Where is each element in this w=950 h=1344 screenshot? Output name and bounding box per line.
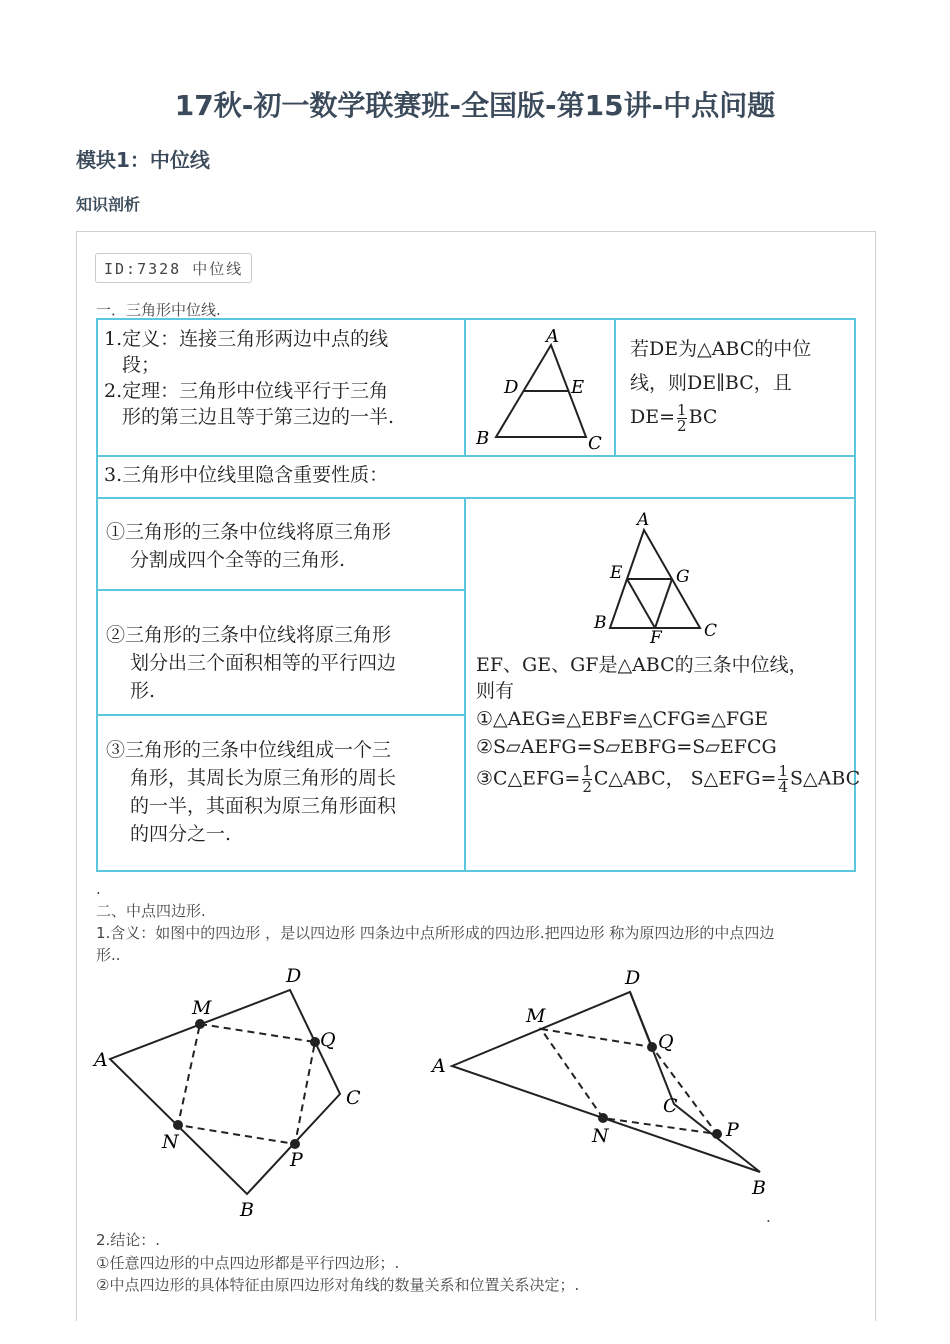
midline-gf xyxy=(655,579,672,628)
label-a: A xyxy=(94,1049,108,1071)
property-line: 划分出三个面积相等的平行四边 xyxy=(130,652,397,674)
three-midlines-figure xyxy=(578,510,748,645)
point-n xyxy=(598,1113,608,1123)
point-n xyxy=(173,1120,183,1130)
label-d: D xyxy=(625,967,641,989)
result-line: EF、GE、GF是△ABC的三条中位线， xyxy=(476,654,808,676)
formula-text: DE= xyxy=(630,406,676,428)
formula-text: S△ABC xyxy=(789,767,861,790)
divider xyxy=(464,497,466,870)
property-heading: 3.三角形中位线里隐含重要性质： xyxy=(104,464,389,486)
numerator: 1 xyxy=(778,762,788,780)
label-b: B xyxy=(594,613,607,633)
dot: . xyxy=(96,880,101,898)
denominator: 2 xyxy=(582,778,592,796)
label-q: Q xyxy=(320,1029,336,1051)
label-d: D xyxy=(504,377,519,398)
label-c: C xyxy=(704,621,718,641)
property-3 xyxy=(106,736,458,848)
condition-formula xyxy=(630,400,850,434)
point-m xyxy=(195,1019,205,1029)
divider xyxy=(98,589,464,591)
label-e: E xyxy=(571,377,585,398)
dot: . xyxy=(766,1208,771,1226)
midline-results xyxy=(476,652,861,796)
conclusion-2: ②中点四边形的具体特征由原四边形对角线的数量关系和位置关系决定；. xyxy=(96,1276,580,1294)
conclusion-heading: 2.结论：. xyxy=(96,1231,161,1249)
divider xyxy=(98,714,464,716)
result-perimeter-area xyxy=(476,762,861,796)
theorem-line: 形的第三边且等于第三边的一半. xyxy=(122,406,395,428)
midline-table xyxy=(96,318,861,872)
label-m: M xyxy=(526,1005,546,1027)
definition-line: 段； xyxy=(122,354,161,376)
point-p xyxy=(290,1139,300,1149)
property-1 xyxy=(106,518,458,574)
formula-text: ③C△EFG= xyxy=(476,767,581,790)
result-area: ②S▱AEFG=S▱EBFG=S▱EFCG xyxy=(476,736,777,758)
property-line: 分割成四个全等的三角形. xyxy=(130,549,346,571)
edge-dq xyxy=(630,992,652,1047)
midpoint-quadrilateral-figures xyxy=(90,962,790,1222)
label-n: N xyxy=(592,1125,609,1147)
property-line: ③三角形的三条中位线组成一个三 xyxy=(106,739,392,761)
part2-heading: 二、中点四边形. xyxy=(96,902,206,920)
result-congruence: ①△AEG≌△EBF≌△CFG≌△FGE xyxy=(476,708,769,730)
property-line: 的四分之一. xyxy=(130,823,232,845)
page-title: 17秋-初一数学联赛班-全国版-第15讲-中点问题 xyxy=(174,89,776,122)
point-p xyxy=(712,1129,722,1139)
numerator: 1 xyxy=(582,762,592,780)
label-g: G xyxy=(676,567,690,587)
property-line: 形. xyxy=(130,680,156,702)
divider xyxy=(98,497,854,499)
denominator: 2 xyxy=(677,416,687,435)
label-e: E xyxy=(610,563,623,583)
label-f: F xyxy=(650,628,662,645)
formula-text: C△ABC， S△EFG= xyxy=(593,767,777,790)
label-b: B xyxy=(476,428,490,449)
part1-heading: 一．三角形中位线. xyxy=(96,301,221,319)
label-c: C xyxy=(346,1087,361,1109)
point-q xyxy=(310,1037,320,1047)
definition-line: 1.定义：连接三角形两边中点的线 xyxy=(104,328,389,350)
label-m: M xyxy=(192,997,212,1019)
property-line: ②三角形的三条中位线将原三角形 xyxy=(106,624,392,646)
divider xyxy=(98,455,854,457)
formula-text: BC xyxy=(688,406,718,428)
label-b: B xyxy=(240,1199,254,1221)
fraction-half xyxy=(677,400,687,435)
part2-definition xyxy=(96,922,856,966)
label-a: A xyxy=(637,510,650,530)
fraction-half xyxy=(582,764,592,795)
definition-line: 形.. xyxy=(96,946,121,964)
denominator: 4 xyxy=(778,778,788,796)
property-line: 的一半，其面积为原三角形面积 xyxy=(130,795,397,817)
label-d: D xyxy=(286,965,302,987)
midline-ef xyxy=(627,579,655,628)
fraction-quarter xyxy=(778,764,788,795)
result-line: 则有 xyxy=(476,680,515,702)
label-p: P xyxy=(726,1119,739,1141)
label-n: N xyxy=(162,1131,179,1153)
property-line: ①三角形的三条中位线将原三角形 xyxy=(106,521,392,543)
module-heading: 模块1：中位线 xyxy=(76,148,210,172)
midpoint-quadrilateral-left xyxy=(178,1024,315,1144)
property-2 xyxy=(106,621,458,705)
definition-line: 1.含义：如图中的四边形 ，是以四边形 四条边中点所形成的四边形.把四边形 称为原四边形的中点四边 xyxy=(96,924,775,942)
theorem-line: 2.定理：三角形中位线平行于三角 xyxy=(104,380,389,402)
numerator: 1 xyxy=(677,400,687,419)
midline-triangle-figure xyxy=(466,320,614,455)
label-a: A xyxy=(432,1055,446,1077)
divider xyxy=(614,320,616,455)
definition-text xyxy=(104,326,460,430)
section-heading: 知识剖析 xyxy=(76,195,141,214)
label-c: C xyxy=(663,1095,678,1117)
label-b: B xyxy=(752,1177,766,1199)
label-a: A xyxy=(546,326,559,347)
property-line: 角形，其周长为原三角形的周长 xyxy=(130,767,397,789)
quadrilateral-abcd-left xyxy=(110,990,340,1194)
condition-line: 线，则DE∥BC，且 xyxy=(630,372,792,394)
condition-line: 若DE为△ABC的中位 xyxy=(630,338,812,360)
label-p: P xyxy=(290,1149,303,1171)
point-q xyxy=(647,1042,657,1052)
label-c: C xyxy=(588,433,602,454)
label-q: Q xyxy=(658,1031,674,1053)
conclusion-1: ①任意四边形的中点四边形都是平行四边形；. xyxy=(96,1254,400,1272)
id-tag[interactable]: ID:7328 中位线 xyxy=(95,253,252,283)
midline-condition xyxy=(630,332,850,434)
